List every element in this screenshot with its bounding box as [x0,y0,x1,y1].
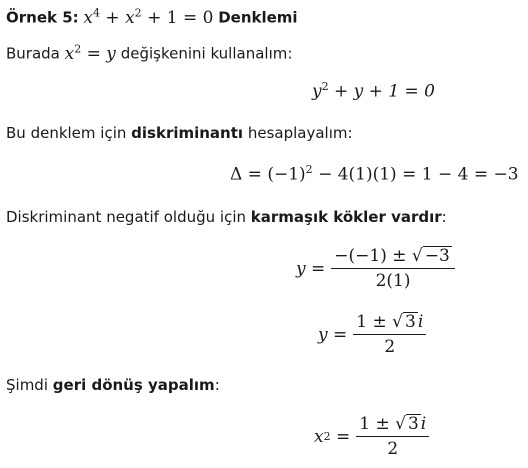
fraction: $\frac{1 \pm √ 3 i}{2}$ [356,414,429,459]
equation-discriminant: $\Delta = (-1)^2 - 4(1)(1) = 1 - 4 = -3$ [230,163,519,185]
equation-quadratic: $y^2 + y + 1 = 0$ [312,80,436,102]
paragraph-discriminant: Bu denklem için diskriminantı hesaplayalım: [6,124,353,142]
example-label: Örnek 5: [6,8,79,27]
equation-y-roots: y = $\frac{1 \pm √ 3 i}{2}$ [318,312,426,357]
equation-x-squared: x 2 = $\frac{1 \pm √ 3 i}{2}$ [314,414,429,459]
paragraph-complex-roots: Diskriminant negatif olduğu için karmaşık kökler vardır: [6,208,447,226]
fraction: $\frac{-(-1) \pm √ -3}{2(1)}$ [331,246,455,291]
example-heading [6,6,298,28]
fraction: $\frac{1 \pm √ 3 i}{2}$ [353,312,426,357]
paragraph-back-substitution: Şimdi geri dönüş yapalım: [6,376,220,394]
paragraph-substitution: Burada $x^2 = y$ değişkenini kullanalım: [6,42,293,64]
equation-quadratic-formula: y = $\frac{-(-1) \pm √ -3}{2(1)}$ [296,246,455,291]
heading-suffix: Denklemi [218,8,298,27]
substitution-math: $x^2 = y$ [64,42,116,64]
heading-equation: $x^4 + x^2 + 1 = 0$ [83,6,214,28]
